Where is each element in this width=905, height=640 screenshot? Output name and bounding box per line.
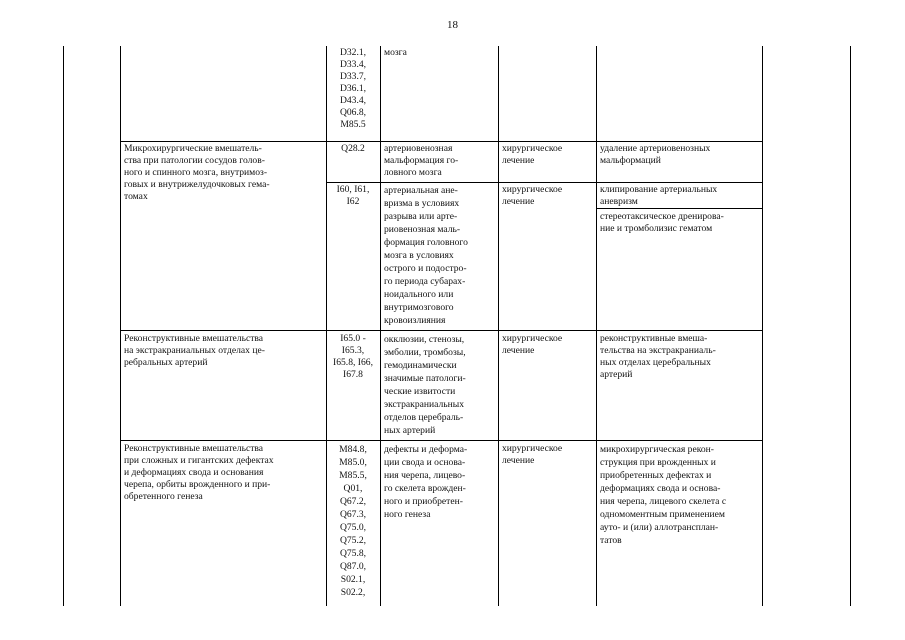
row-treatment: хирургическое лечение [502,443,563,466]
row-model: окклюзии, стенозы, эмболии, тромбозы, гемодинамически значимые патологи- ческие извитости экстракраниальных отделов церебраль- ных артерий [384,334,466,436]
method-divider [596,208,762,209]
table-border-left [63,46,64,606]
table-border-col1 [120,46,121,606]
row-method: стереотаксическое дренирова- ние и тромболизис гематом [600,211,724,234]
row-divider-4 [120,440,762,441]
row-divider-1 [120,141,762,142]
row-codes: D32.1, D33.4, D33.7, D36.1, D43.4, Q06.8, M85.5 [339,47,367,130]
row-model: дефекты и деформа- ции свода и основа- ния черепа, лицево- го скелета врожден- ного и приобретен- ного генеза [384,444,468,520]
row-codes: I65.0 - I65.3, I65.8, I66, I67.8 [333,333,373,380]
row-treatment: хирургическое лечение [502,143,563,166]
row-divider-2 [326,182,762,183]
row-codes: I60, I61, I62 [336,184,370,207]
row-codes: Q28.2 [341,143,365,154]
row-divider-3 [120,330,762,331]
row-method: удаление артериовенозных мальформаций [600,143,711,166]
row-treatment: хирургическое лечение [502,333,563,356]
row-model: артериальная ане- вризма в условиях разрыва или арте- риовенозная маль- формация головного мозга в условиях острого и подостро- го периода субарах- ноидального или внутримозгового кровоизлияния [384,185,468,326]
row-method: микрохирургическая рекон- струкция при врожденных и приобретенных дефектах и деформациях свода и основа- ния черепа, лицевого скелета с одномоментным применением ауто- и (или) аллотрансплан- татов [600,444,727,546]
table-border-col5 [596,46,597,606]
page-number: 18 [447,19,458,31]
row-group-title: Микрохирургические вмешатель- ства при патологии сосудов голов- ного и спинного мозга, внутримоз- говых и внутрижелудочковых гема- томах [124,143,270,202]
row-model: артериовенозная мальформация го- ловного мозга [384,143,459,178]
table-border-col3 [380,46,381,606]
table-border-col4 [498,46,499,606]
row-group-title: Реконструктивные вмешательства при сложных и гигантских дефектах и деформациях свода и основания черепа, орбиты врожденного и при- обретенного генеза [124,443,274,502]
row-treatment: хирургическое лечение [502,184,563,207]
row-method: реконструктивные вмеша- тельства на экстракраниаль- ных отделах церебральных артерий [600,333,716,380]
table-border-col6 [762,46,763,606]
table-border-right [850,46,851,606]
row-codes: M84.8, M85.0, M85.5, Q01, Q67.2, Q67.3, Q75.0, Q75.2, Q75.8, Q87.0, S02.1, S02.2, [339,444,367,598]
row-model: мозга [384,47,407,58]
row-method: клипирование артериальных аневризм [600,184,718,207]
row-group-title: Реконструктивные вмешательства на экстракраниальных отделах це- ребральных артерий [124,333,265,368]
